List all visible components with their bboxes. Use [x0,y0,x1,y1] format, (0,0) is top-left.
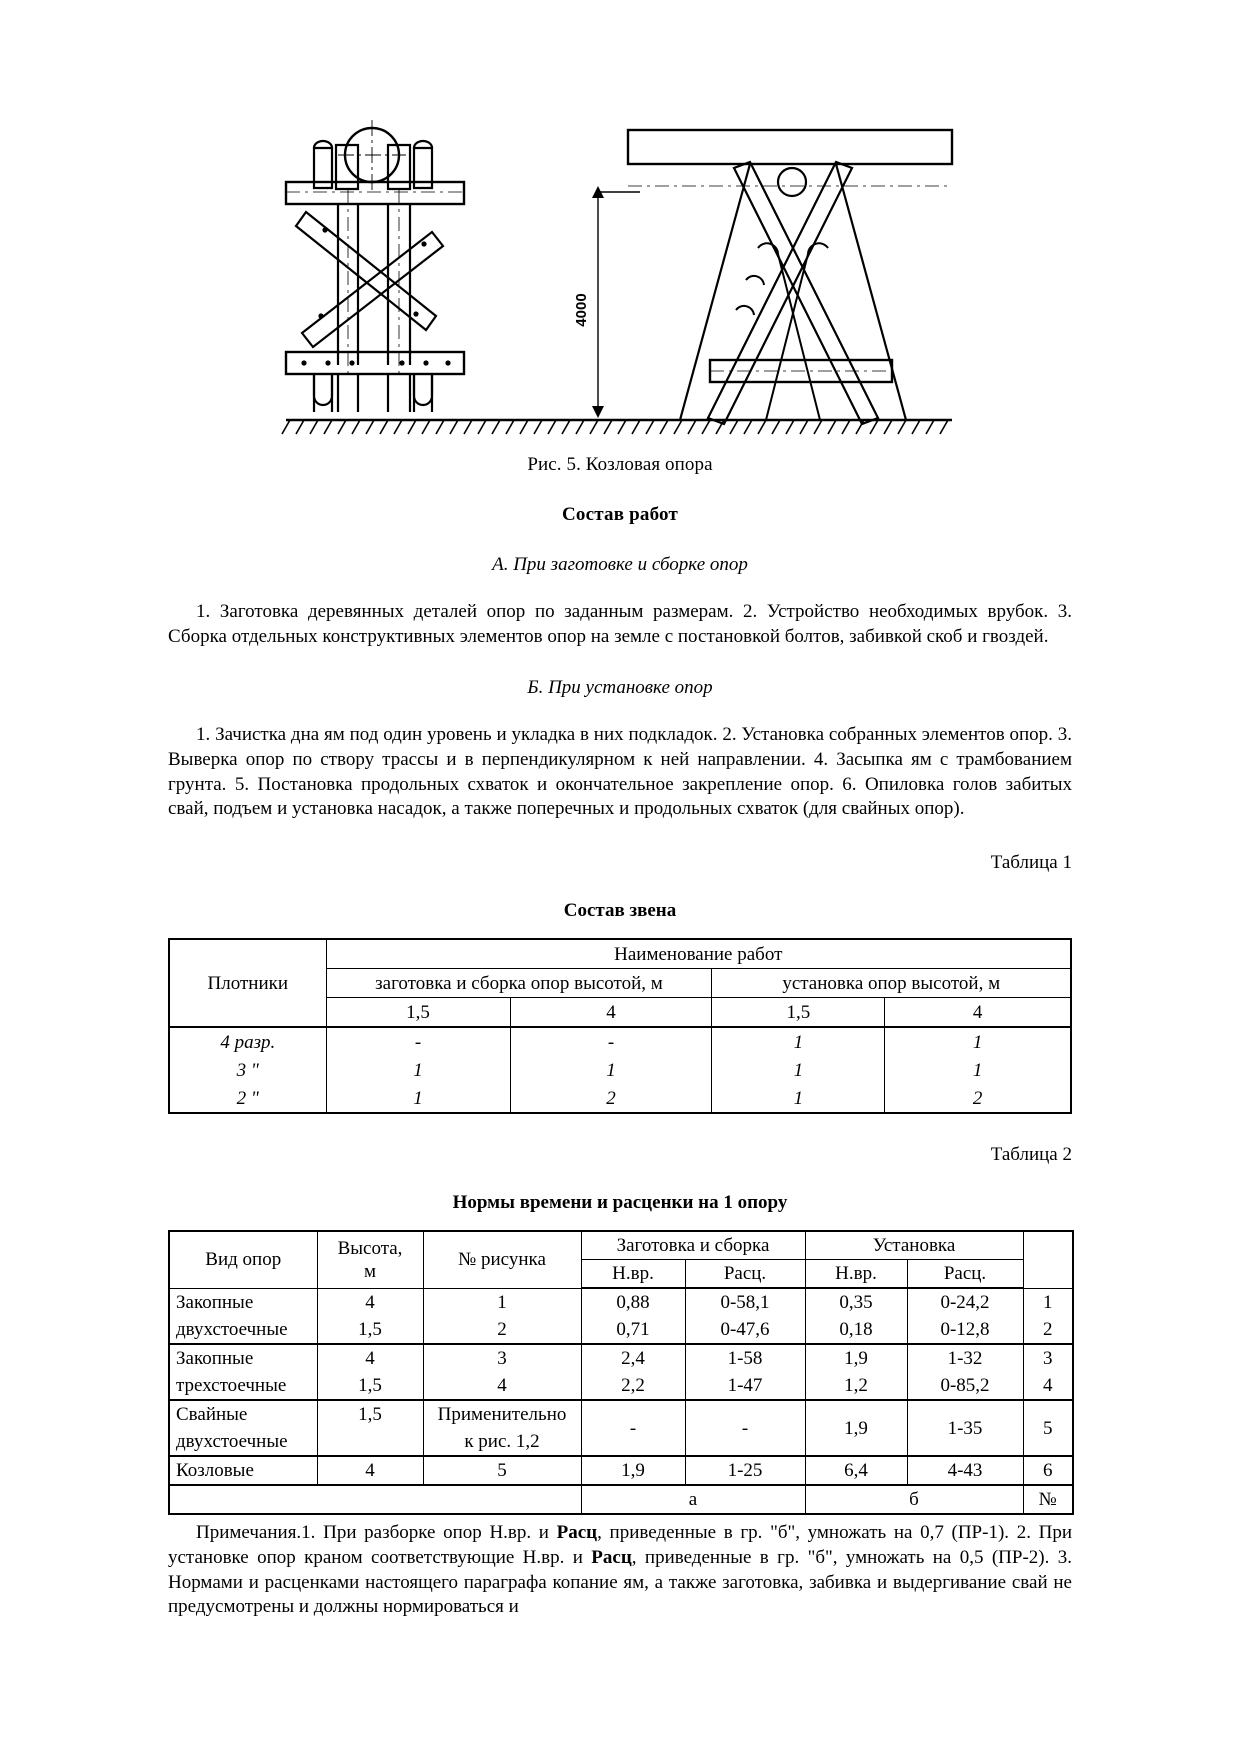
table2-r1-rascprep-1: 1-58 [685,1344,805,1372]
heading-section-b: Б. При установке опор [527,677,713,699]
table1-row-label-0: 4 разр. [169,1027,326,1056]
paragraph-section-b: 1. Зачистка дна ям под один уровень и укладка в них подкладок. 2. Установка собранных элементов опор. 3. Выверка опор по створу трассы и в перпендикулярном к ней направлении. 4. Засыпка ям с трамбованием грунта. 5. Постановка продольных схваток и окончательное закрепление опор. 6. Опиловка голов забитых свай, подъем и установка насадок, а также поперечных и продольных схваток (для свайных опор). [168,724,1072,820]
table2-r1-figure-2: 4 [423,1372,581,1400]
table2-r1-type-2: трехстоечные [169,1372,317,1400]
table2-footer-col-a: а [581,1485,805,1514]
notes-paragraph [168,1521,1072,1620]
table2-r0-figure-2: 2 [423,1316,581,1344]
table1-header-height-install-1: 1,5 [712,998,885,1028]
table2-header-row-1 [169,1231,1073,1260]
table2-footer-col-b: б [805,1485,1023,1514]
table-row [169,1288,1073,1316]
table1-header-group-install: установка опор высотой, м [712,969,1071,998]
table2-r2-nvrinst: 1,9 [805,1400,907,1456]
figure-5-trestle-support [168,120,1072,450]
table2-r0-num-2: 2 [1023,1316,1073,1344]
table2-r3-rascinst-1: 4-43 [907,1456,1023,1485]
table1-cell-0-2: 1 [712,1027,885,1056]
table2-r1-type-1: Закопные [169,1344,317,1372]
table2-r0-num-1: 1 [1023,1288,1073,1316]
table2-title: Нормы времени и расценки на 1 опору [452,1192,788,1214]
table2-footer-row [169,1485,1073,1514]
notes-part-1: Примечания.1. При разборке опор Н.вр. и [196,1522,557,1544]
table2-r0-type-1: Закопные [169,1288,317,1316]
table1-cell-2-0: 1 [326,1084,510,1113]
notes-bold-1: Расц [556,1522,598,1544]
table1-header-group-prep: заготовка и сборка опор высотой, м [326,969,712,998]
table2-header-figure: № рисунка [423,1231,581,1288]
table2-header-type: Вид опор [169,1231,317,1288]
table2-header-group-install: Установка [805,1231,1023,1260]
table2-header-height-line2: м [363,1260,377,1282]
table2-header-nvr-prep: Н.вр. [581,1260,685,1289]
table-row [169,1056,1071,1084]
table1-cell-2-2: 1 [712,1084,885,1113]
table2-r1-height-1: 4 [317,1344,423,1372]
table2-r0-figure-1: 1 [423,1288,581,1316]
table-row [169,1400,1073,1428]
table-row [169,1084,1071,1113]
table-row [169,1344,1073,1372]
table2-r1-nvrinst-1: 1,9 [805,1344,907,1372]
heading-composition-of-works: Состав работ [561,504,679,525]
table1-cell-2-3: 2 [885,1084,1071,1113]
table2-footer-blank [169,1485,581,1514]
table2-header-height-line1: Высота, [337,1237,403,1259]
table1-title: Состав звена [563,900,677,922]
table2-r2-rascprep: - [685,1400,805,1456]
table2-r1-nvrinst-2: 1,2 [805,1372,907,1400]
table2-r1-figure-1: 3 [423,1344,581,1372]
table1-cell-1-1: 1 [510,1056,712,1084]
table1-cell-2-1: 2 [510,1084,712,1113]
table2-r0-rascprep-2: 0-47,6 [685,1316,805,1344]
table2-r2-height-1: 1,5 [317,1400,423,1428]
table2-header-rasc-install: Расц. [907,1260,1023,1289]
table2-r2-type-2: двухстоечные [169,1428,317,1456]
table2-r0-rascinst-1: 0-24,2 [907,1288,1023,1316]
table1-header-row-1 [169,939,1071,969]
notes-bold-2: Расц [591,1546,632,1568]
table2-r2-nvrprep: - [581,1400,685,1456]
table2-r3-height-1: 4 [317,1456,423,1485]
table2-r1-num-2: 4 [1023,1372,1073,1400]
table1-header-workers: Плотники [169,939,326,1027]
table1-row-label-2: 2 " [169,1084,326,1113]
table2-label: Таблица 2 [990,1144,1072,1166]
heading-section-a: А. При заготовке и сборке опор [492,554,748,575]
table1-cell-1-0: 1 [326,1056,510,1084]
table2-r0-nvrprep-2: 0,71 [581,1316,685,1344]
table2-r1-nvrprep-1: 2,4 [581,1344,685,1372]
table2-r0-height-1: 4 [317,1288,423,1316]
table-row [169,1456,1073,1485]
table2-r3-type-1: Козловые [169,1456,317,1485]
table2-r0-rascprep-1: 0-58,1 [685,1288,805,1316]
table2-r3-rascprep-1: 1-25 [685,1456,805,1485]
table2-r1-height-2: 1,5 [317,1372,423,1400]
table2-r1-rascprep-2: 1-47 [685,1372,805,1400]
document-content [168,120,1072,1620]
table2-r0-nvrinst-1: 0,35 [805,1288,907,1316]
paragraph-section-a: 1. Заготовка деревянных деталей опор по заданным размерам. 2. Устройство необходимых врубок. 3. Сборка отдельных конструктивных элементов опор на земле с постановкой болтов, забивкой скоб и гвоздей. [168,601,1072,647]
table2-r1-rascinst-2: 0-85,2 [907,1372,1023,1400]
table2-r2-rascinst: 1-35 [907,1400,1023,1456]
figure-caption: Рис. 5. Козловая опора [527,454,713,475]
table1-header-height-install-2: 4 [885,998,1071,1028]
table2-r2-height-2 [317,1428,423,1456]
table2-r3-num-1: 6 [1023,1456,1073,1485]
table2-r0-height-2: 1,5 [317,1316,423,1344]
table2-header-rasc-prep: Расц. [685,1260,805,1289]
table2-header-height [317,1231,423,1288]
table2-r3-nvrprep-1: 1,9 [581,1456,685,1485]
table-row [169,1372,1073,1400]
table1-header-works: Наименование работ [326,939,1071,969]
dimension-label-4000: 4000 [573,293,590,327]
table2-r2-type-1: Свайные [169,1400,317,1428]
table1-cell-1-2: 1 [712,1056,885,1084]
table2-r3-figure-1: 5 [423,1456,581,1485]
table2-header-group-prep: Заготовка и сборка [581,1231,805,1260]
table2-r3-nvrinst-1: 6,4 [805,1456,907,1485]
table2-header-nvr-install: Н.вр. [805,1260,907,1289]
table2-r2-num: 5 [1023,1400,1073,1456]
table-row [169,1316,1073,1344]
table2-r0-type-2: двухстоечные [169,1316,317,1344]
table-squad-composition [168,938,1072,1114]
table1-cell-0-0: - [326,1027,510,1056]
notes-part-3: , приведенные в гр. "б", умножать на 0,5 (ПР-2). 3. Нормами и расценками настоящего параграфа копание ям, а также заготовка, забивка и выдергивание свай не предусмотрены и должны нормироваться и [168,1546,1072,1618]
notes-part-2: , приведенные в гр. "б", умножать на 0,7 (ПР-1). 2. При установке опор краном соответствующие Н.вр. и [168,1522,1072,1568]
table-row [169,1027,1071,1056]
table1-label: Таблица 1 [990,852,1072,874]
table2-r1-rascinst-1: 1-32 [907,1344,1023,1372]
trestle-support-drawing [280,120,960,450]
table2-header-blank [1023,1231,1073,1288]
table2-r2-figure-1: Применительно [423,1400,581,1428]
table1-cell-0-3: 1 [885,1027,1071,1056]
table1-cell-1-3: 1 [885,1056,1071,1084]
table2-r0-nvrprep-1: 0,88 [581,1288,685,1316]
table1-header-height-prep-1: 1,5 [326,998,510,1028]
table2-r1-nvrprep-2: 2,2 [581,1372,685,1400]
table2-r0-rascinst-2: 0-12,8 [907,1316,1023,1344]
table2-r2-figure-2: к рис. 1,2 [423,1428,581,1456]
table2-r1-num-1: 3 [1023,1344,1073,1372]
table1-cell-0-1: - [510,1027,712,1056]
table-time-norms-and-rates [168,1230,1074,1515]
table1-row-label-1: 3 " [169,1056,326,1084]
table2-r0-nvrinst-2: 0,18 [805,1316,907,1344]
table1-header-height-prep-2: 4 [510,998,712,1028]
table2-footer-col-num: № [1023,1485,1073,1514]
